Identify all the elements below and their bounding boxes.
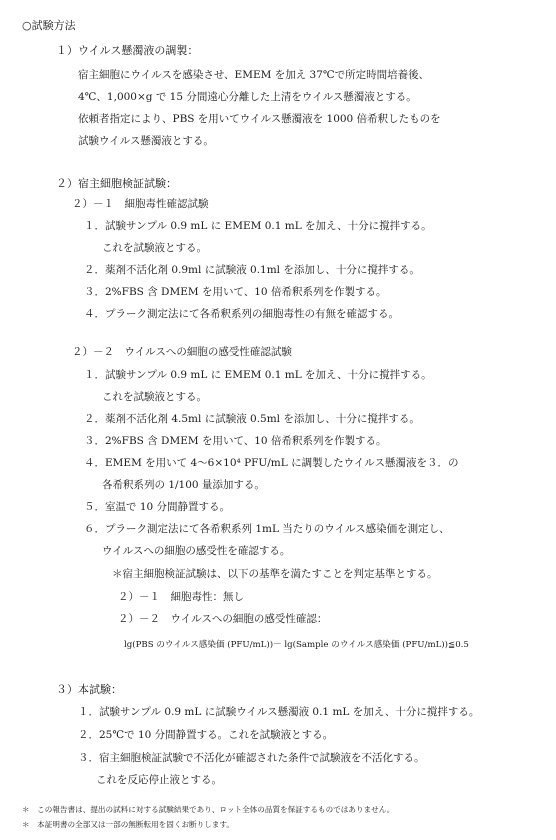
- step-line: ２．薬剤不活化剤 0.9ml に試験液 0.1ml を添加し、十分に撹拌する。: [84, 264, 420, 276]
- criteria-formula: lg(PBS のウイルス感染価 (PFU/mL))－ lg(Sample のウイルス感染価 (PFU/mL))≦0.5: [124, 640, 469, 650]
- step-line: これを試験液とする。: [102, 242, 207, 254]
- step-line: ２．薬剤不活化剤 4.5ml に試験液 0.5ml を添加し、十分に撹拌する。: [84, 413, 420, 425]
- step-line: これを反応停止液とする。: [96, 774, 222, 786]
- criteria-item: ２）－１ 細胞毒性：無し: [118, 591, 244, 603]
- criteria-intro: ＊宿主細胞検証試験は、以下の基準を満たすことを判定基準とする。: [112, 568, 438, 580]
- step-line: ウイルスへの細胞の感受性を確認する。: [102, 545, 291, 557]
- section-1-line: 試験ウイルス懸濁液とする。: [78, 135, 214, 147]
- step-line: ２．25℃で 10 分間静置する。これを試験液とする。: [78, 729, 334, 741]
- step-line: ３．2%FBS 含 DMEM を用いて、10 倍希釈系列を作製する。: [84, 286, 387, 298]
- section-2-heading: ２）宿主細胞検証試験：: [56, 177, 177, 190]
- step-line: ４．EMEM を用いて 4～6×10⁴ PFU/mL に調製したウイルス懸濁液を３．の: [84, 457, 459, 469]
- section-2-2-heading: ２）－２ ウイルスへの細胞の感受性確認試験: [72, 346, 292, 358]
- section-1-line: 宿主細胞にウイルスを感染させ、EMEM を加え 37℃で所定時間培養後、: [78, 69, 430, 81]
- step-line: これを試験液とする。: [102, 391, 207, 403]
- step-line: 各希釈系列の 1/100 量添加する。: [102, 479, 265, 491]
- section-3-heading: ３）本試験：: [56, 683, 122, 696]
- step-line: １．試験サンプル 0.9 mL に EMEM 0.1 mL を加え、十分に撹拌する。: [84, 369, 432, 381]
- step-line: １．試験サンプル 0.9 mL に試験ウイルス懸濁液 0.1 mL を加え、十分に撹拌する。: [78, 706, 480, 718]
- step-line: ６．プラーク測定法にて各希釈系列 1mL 当たりのウイルス感染価を測定し、: [84, 523, 450, 535]
- document-title: ○試験方法: [22, 19, 76, 32]
- section-2-1-heading: ２）－１ 細胞毒性確認試験: [72, 198, 209, 210]
- footnote: ＊ この報告書は、提出の試料に対する試験結果であり、ロット全体の品質を保証するものではありません。: [22, 805, 395, 814]
- step-line: ４．プラーク測定法にて各希釈系列の細胞毒性の有無を確認する。: [84, 308, 399, 320]
- section-1-line: 依頼者指定により、PBS を用いてウイルス懸濁液を 1000 倍希釈したものを: [78, 113, 441, 125]
- step-line: ３．宿主細胞検証試験で不活化が確認された条件で試験液を不活化する。: [78, 752, 425, 764]
- step-line: ５．室温で 10 分間静置する。: [84, 501, 231, 513]
- section-1-line: 4℃、1,000×g で 15 分間遠心分離した上清をウイルス懸濁液とする。: [78, 91, 417, 103]
- step-line: ３．2%FBS 含 DMEM を用いて、10 倍希釈系列を作製する。: [84, 435, 387, 447]
- footnote: ＊ 本証明書の全部又は一部の無断転用を固くお断りします。: [22, 820, 235, 829]
- section-1-heading: １）ウイルス懸濁液の調製：: [56, 44, 199, 57]
- step-line: １．試験サンプル 0.9 mL に EMEM 0.1 mL を加え、十分に撹拌する。: [84, 220, 432, 232]
- criteria-item: ２）－２ ウイルスへの細胞の感受性確認：: [118, 613, 328, 625]
